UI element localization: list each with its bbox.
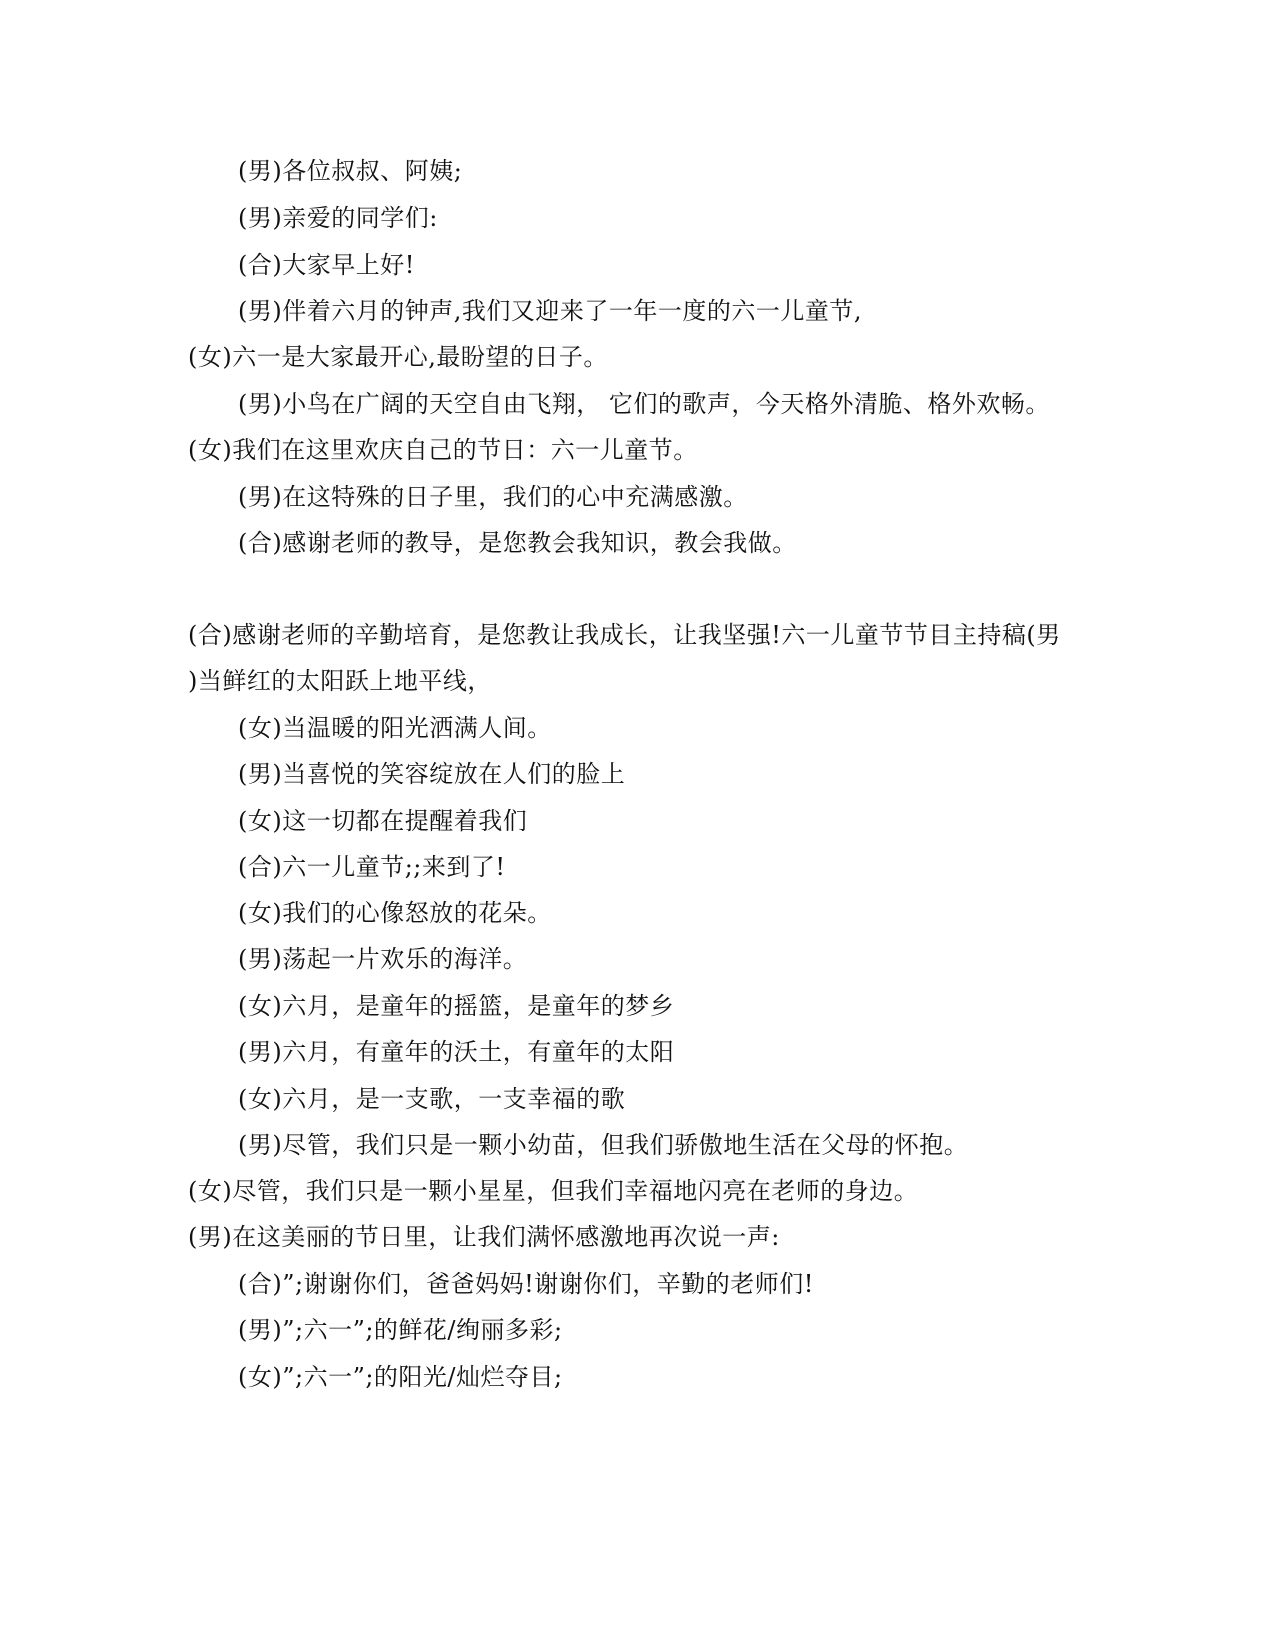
script-line: (女)我们在这里欢庆自己的节日：六一儿童节。 bbox=[188, 436, 698, 464]
script-line: (合)大家早上好! bbox=[238, 251, 415, 279]
script-line: (男)荡起一片欢乐的海洋。 bbox=[238, 945, 528, 973]
script-line: (男)当喜悦的笑容绽放在人们的脸上 bbox=[238, 760, 626, 788]
script-line: (合)”;谢谢你们，爸爸妈妈!谢谢你们，辛勤的老师们! bbox=[238, 1270, 814, 1298]
script-line: (男)亲爱的同学们: bbox=[238, 204, 438, 232]
script-line: (女)”;六一”;的阳光/灿烂夺目; bbox=[238, 1363, 563, 1391]
script-line: (女)六一是大家最开心,最盼望的日子。 bbox=[188, 343, 608, 371]
script-line: (男)小鸟在广阔的天空自由飞翔， 它们的歌声，今天格外清脆、格外欢畅。 bbox=[238, 390, 1050, 418]
script-line: (男)伴着六月的钟声,我们又迎来了一年一度的六一儿童节, bbox=[238, 297, 862, 325]
script-line: (女)这一切都在提醒着我们 bbox=[238, 807, 528, 835]
script-line: (女)六月，是一支歌，一支幸福的歌 bbox=[238, 1085, 626, 1113]
script-line: (男)在这美丽的节日里，让我们满怀感激地再次说一声: bbox=[188, 1223, 780, 1251]
script-line: (合)六一儿童节;;来到了! bbox=[238, 853, 506, 881]
script-line: (男)各位叔叔、阿姨; bbox=[238, 157, 463, 185]
script-line: (男)六月，有童年的沃土，有童年的太阳 bbox=[238, 1038, 675, 1066]
script-line: (合)感谢老师的教导，是您教会我知识，教会我做。 bbox=[238, 529, 797, 557]
script-line: (女)尽管，我们只是一颗小星星，但我们幸福地闪亮在老师的身边。 bbox=[188, 1177, 919, 1205]
script-line: (男)尽管，我们只是一颗小幼苗，但我们骄傲地生活在父母的怀抱。 bbox=[238, 1131, 969, 1159]
script-line: (合)感谢老师的辛勤培育，是您教让我成长，让我坚强!六一儿童节节目主持稿(男 bbox=[188, 621, 1061, 649]
script-line: )当鲜红的太阳跃上地平线， bbox=[188, 667, 492, 695]
script-line: (女)当温暖的阳光洒满人间。 bbox=[238, 714, 552, 742]
script-line: (男)在这特殊的日子里，我们的心中充满感激。 bbox=[238, 483, 748, 511]
script-line: (男)”;六一”;的鲜花/绚丽多彩; bbox=[238, 1316, 563, 1344]
script-line: (女)六月，是童年的摇篮，是童年的梦乡 bbox=[238, 992, 675, 1020]
script-line: (女)我们的心像怒放的花朵。 bbox=[238, 899, 552, 927]
